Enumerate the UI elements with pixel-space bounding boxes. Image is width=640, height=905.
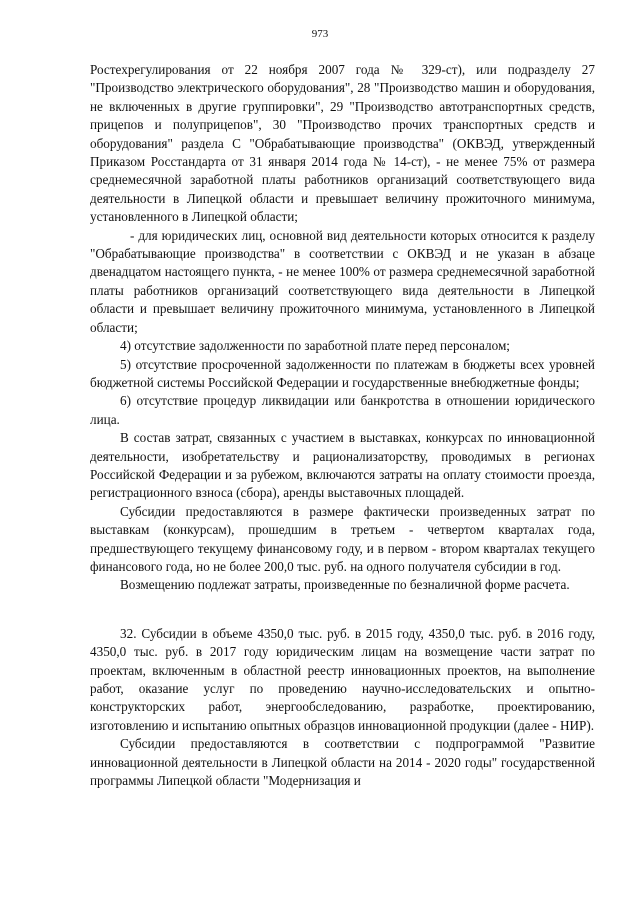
paragraph-item-6: 6) отсутствие процедур ликвидации или банкротства в отношении юридического лица. — [90, 393, 595, 427]
paragraph-item-32: 32. Субсидии в объеме 4350,0 тыс. руб. в 2015 году, 4350,0 тыс. руб. в 2016 году, 4350,0 тыс. руб. в 2017 году юридическим лицам на возмещение части затрат по проектам, включенным в областной реестр инновационных проектов, на выполнение работ, оказание услуг по проведению научно-исследовательских и опытно-конструкторских работ, энергообследованию, разработке, проектированию, изготовлению и испытанию опытных образцов инновационной продукции (далее - НИР). — [90, 625, 595, 733]
paragraph-subsidy-amount: Субсидии предоставляются в размере фактически произведенных затрат по выставкам (конкурсам), прошедшим в третьем - четвертом кварталах года, предшествующего текущему финансовому году, и в первом - втором кварталах текущего финансового года, но не более 200,0 тыс. руб. на одного получателя субсидии в год. — [90, 503, 595, 574]
paragraph-item-4: 4) отсутствие задолженности по заработной плате перед персоналом; — [120, 338, 510, 354]
paragraph-subprogram: Субсидии предоставляются в соответствии с подпрограммой "Развитие инновационной деятельности в Липецкой области на 2014 - 2020 годы" государственной программы Липецкой области "Модернизация и — [90, 736, 595, 789]
document-body — [90, 61, 595, 790]
paragraph-cashless-payment: Возмещению подлежат затраты, произведенные по безналичной форме расчета. — [120, 577, 570, 593]
paragraph-exhibition-costs: В состав затрат, связанных с участием в выставках, конкурсах по инновационной деятельности, изобретательству и рационализаторству, проводимых в регионах Российской Федерации и за рубежом, включаются затраты на оплату стоимости проезда, регистрационного взноса (сбора), аренды выставочных площадей. — [90, 430, 595, 501]
paragraph-okved-continuation: Ростехрегулирования от 22 ноября 2007 года № 329-ст), или подразделу 27 "Производство электрического оборудования", 28 "Производство машин и оборудования, не включенных в другие группировки", 29 "Производство автотранспортных средств, прицепов и полуприцепов", 30 "Производство прочих транспортных средств и оборудования" раздела С "Обрабатывающие производства" (ОКВЭД, утвержденный Приказом Росстандарта от 31 января 2014 года № 14-ст), - не менее 75% от размера среднемесячной заработной платы работников организаций соответствующего вида деятельности в Липецкой области и превышает величину прожиточного минимума, установленного в Липецкой области; — [90, 62, 595, 225]
section-spacer — [90, 595, 595, 625]
page-number: 973 — [311, 28, 329, 40]
paragraph-item-5: 5) отсутствие просроченной задолженности по платежам в бюджеты всех уровней бюджетной системы Российской Федерации и государственные внебюджетные фонды; — [90, 356, 595, 390]
paragraph-manufacturing-entities: - для юридических лиц, основной вид деятельности которых относится к разделу "Обрабатывающие производства" в соответствии с ОКВЭД и не указан в абзаце двенадцатом настоящего пункта, - не менее 100% от размера среднемесячной заработной платы работников организаций соответствующего вида деятельности в Липецкой области и превышает величину прожиточного минимума, установленного в Липецкой области; — [90, 227, 595, 335]
